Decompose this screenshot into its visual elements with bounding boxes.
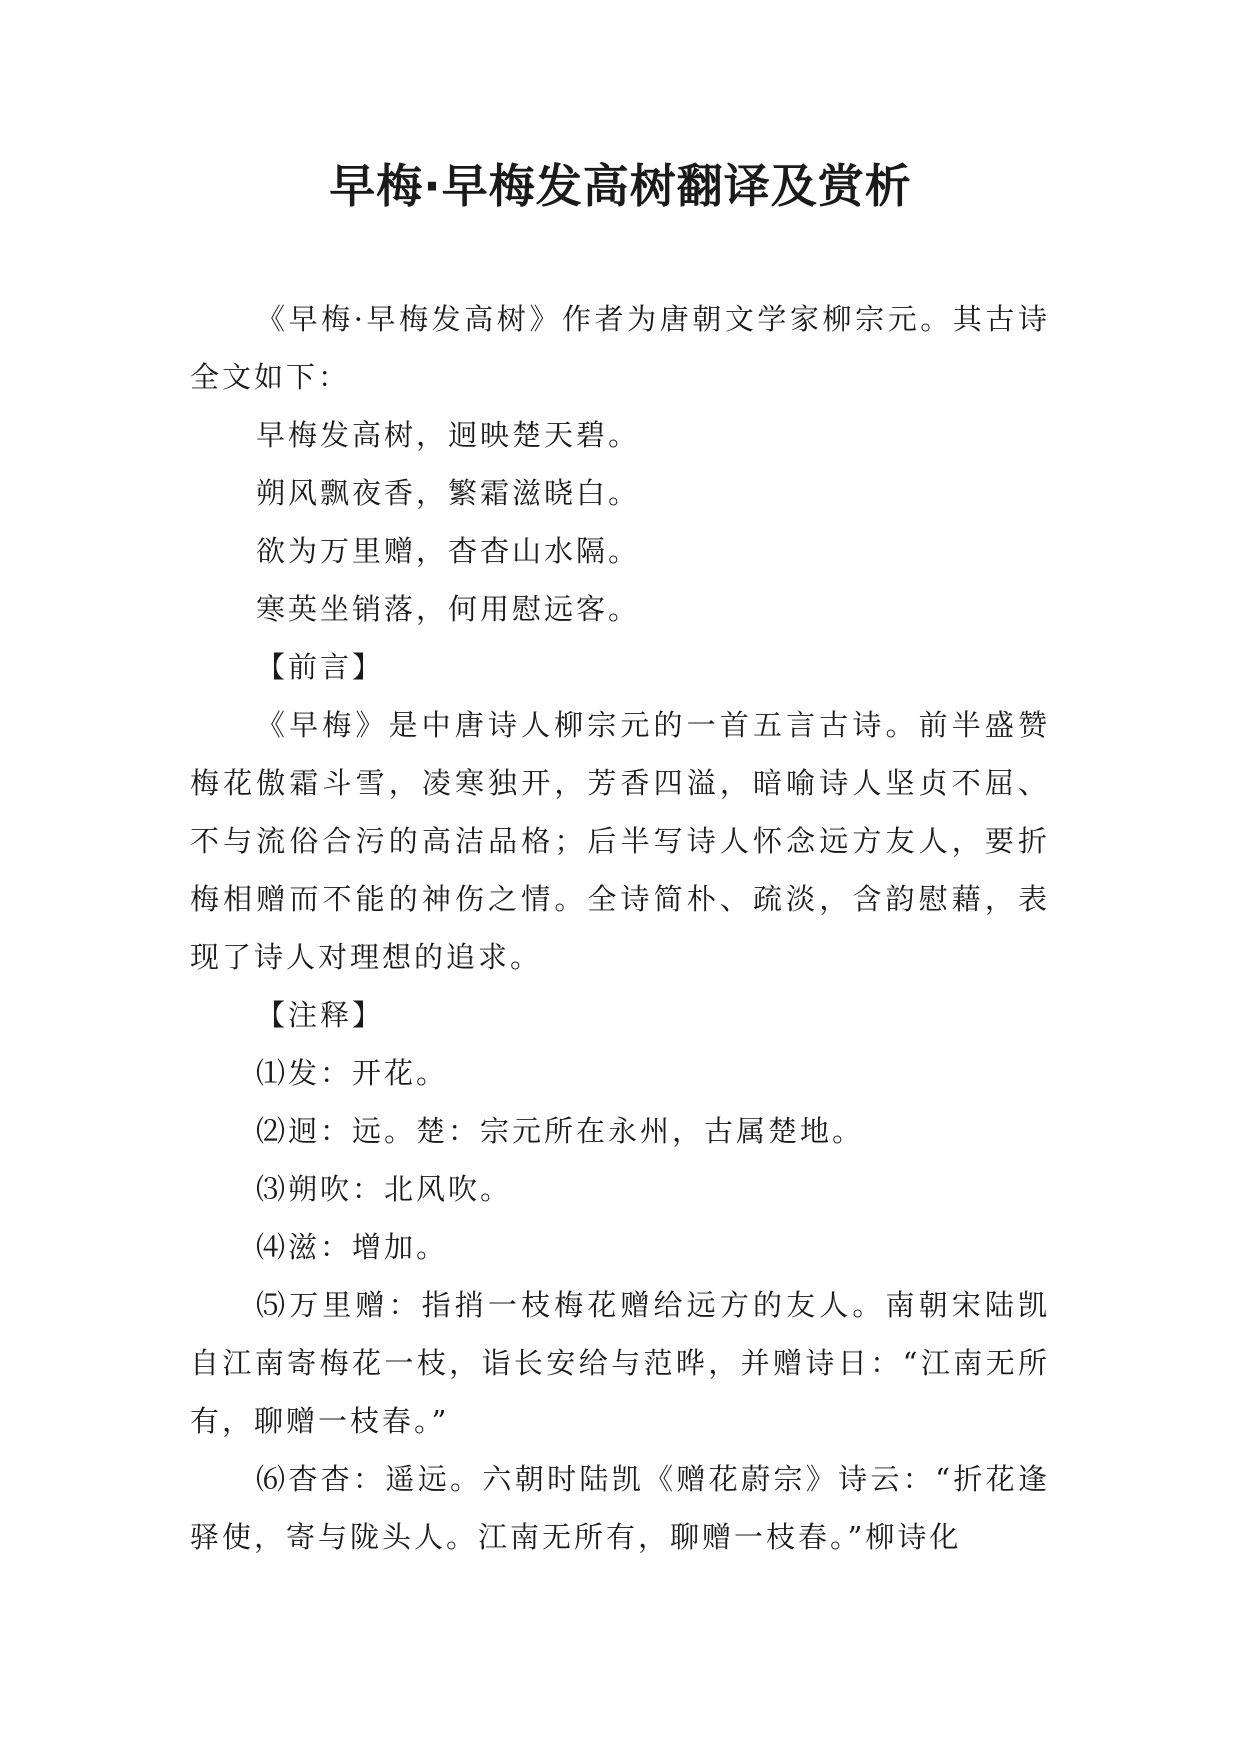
- document-body: [190, 290, 1050, 1566]
- note-1: ⑴发：开花。: [256, 1056, 449, 1090]
- section-heading-preface: 【前言】: [256, 650, 385, 684]
- note-4: ⑷滋：增加。: [256, 1230, 449, 1264]
- poem-line-1: 早梅发高树，迥映楚天碧。: [256, 418, 641, 452]
- poem-line-4: 寒英坐销落，何用慰远客。: [256, 592, 641, 626]
- section-heading-notes: 【注释】: [256, 998, 385, 1032]
- document-title: 早梅·早梅发高树翻译及赏析: [329, 159, 912, 213]
- note-5: ⑸万里赠：指捎一枝梅花赠给远方的友人。南朝宋陆凯自江南寄梅花一枝，诣长安给与范晔，并赠诗日：“江南无所有，聊赠一枝春。”: [190, 1288, 1050, 1438]
- note-2: ⑵迥：远。楚：宗元所在永州，古属楚地。: [256, 1114, 865, 1148]
- poem-line-2: 朔风飘夜香，繁霜滋晓白。: [256, 476, 641, 510]
- poem-line-3: 欲为万里赠，杳杳山水隔。: [256, 534, 641, 568]
- preface-paragraph: 《早梅》是中唐诗人柳宗元的一首五言古诗。前半盛赞梅花傲霜斗雪，凌寒独开，芳香四溢，暗喻诗人坚贞不屈、不与流俗合污的高洁品格；后半写诗人怀念远方友人，要折梅相赠而不能的神伤之情。全诗简朴、疏淡，含韵慰藉，表现了诗人对理想的追求。: [190, 708, 1050, 974]
- note-6: ⑹杳杳：遥远。六朝时陆凯《赠花蔚宗》诗云：“折花逢驿使，寄与陇头人。江南无所有，聊赠一枝春。”柳诗化: [190, 1462, 1050, 1554]
- note-3: ⑶朔吹：北风吹。: [256, 1172, 513, 1206]
- intro-paragraph: 《早梅·早梅发高树》作者为唐朝文学家柳宗元。其古诗全文如下：: [190, 302, 1050, 394]
